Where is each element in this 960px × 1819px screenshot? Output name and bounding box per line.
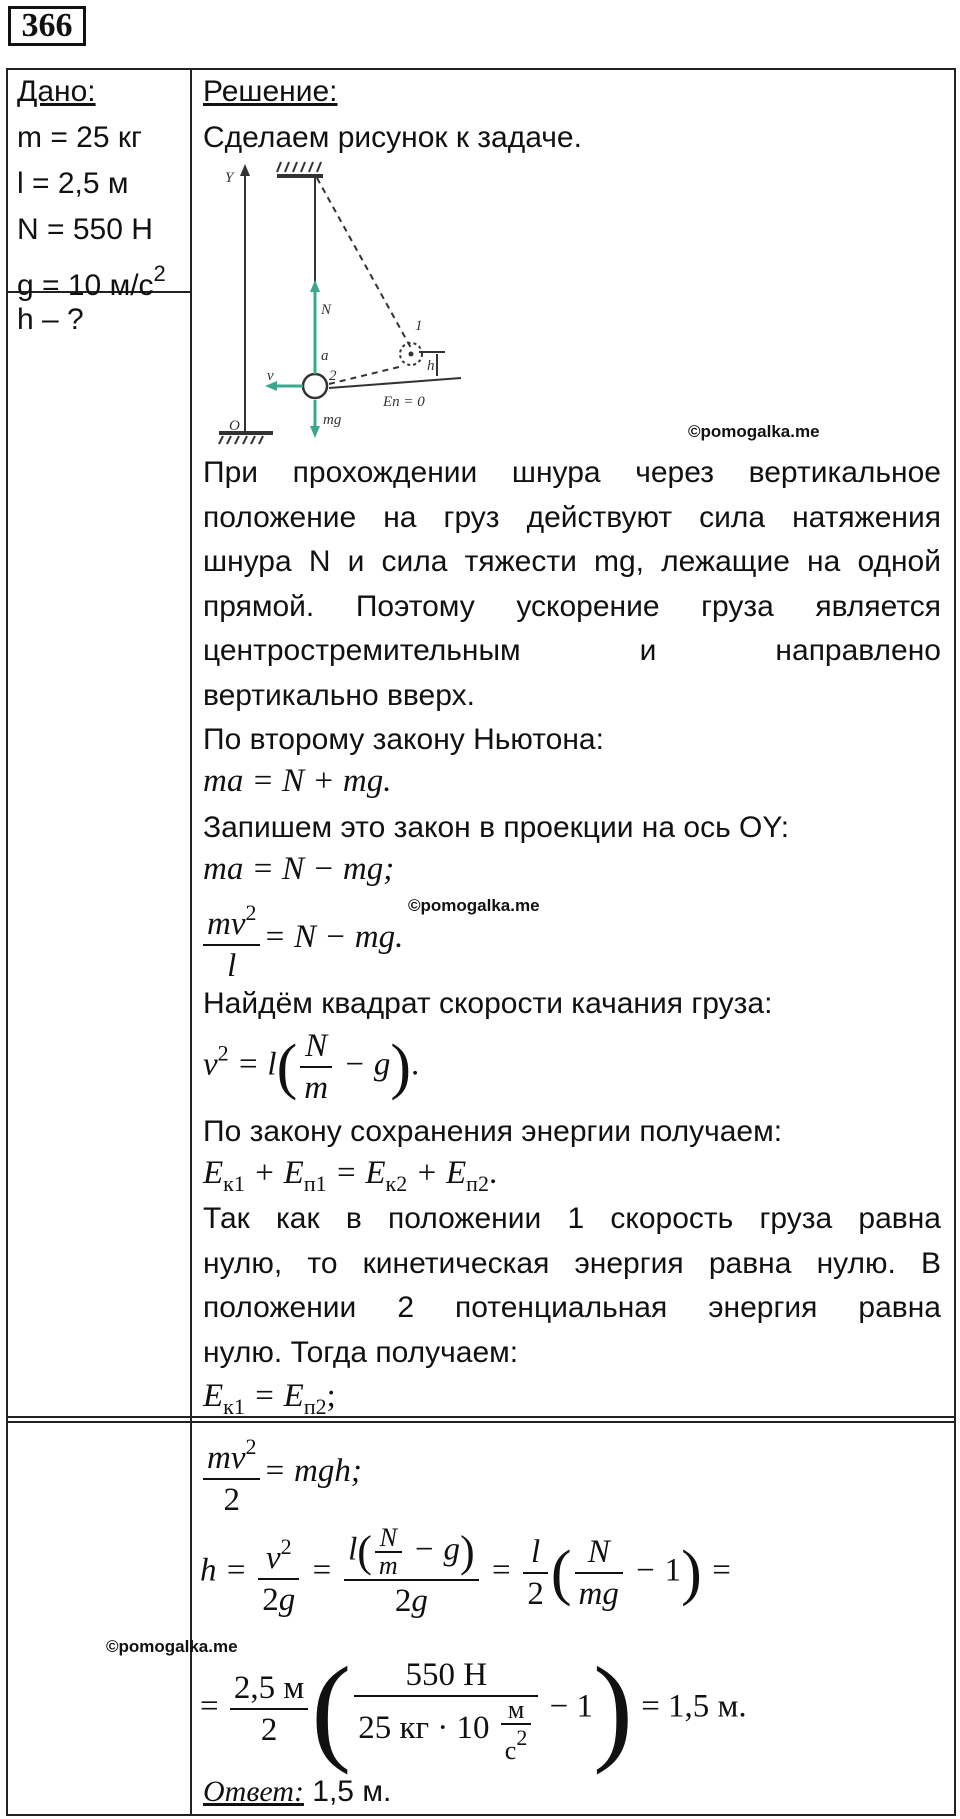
projection-text: Запишем это закон в проекции на ось OY: (203, 811, 790, 844)
equation-speed: $v^2 = l$( $\frac{N}{m}$ − g). (203, 1028, 420, 1106)
fig-h-label: h (427, 358, 435, 374)
paragraph-forces: При прохождении шнура через вертикальное положение на груз действуют сила натяжения шнура N и сила тяжести mg, лежащие на одной прямой. Поэтому ускорение груза является центростремительным и направлено вертикально вверх. (203, 456, 941, 712)
problem-number: 366 (8, 6, 86, 46)
fig-ep-label: Eп = 0 (383, 394, 425, 410)
watermark: ©pomogalka.me (688, 422, 820, 441)
pendulum-figure (205, 158, 475, 448)
intro-text: Сделаем рисунок к задаче. (203, 121, 582, 154)
equation-newton: ma = N + mg. (203, 763, 392, 799)
newton-text: По второму закону Ньютона: (203, 723, 604, 756)
answer-line: Ответ: 1,5 м. (203, 1775, 392, 1808)
given-tension: N = 550 Н (17, 213, 153, 246)
paragraph-positions: Так как в положении 1 скорость груза равна нулю, то кинетическая энергия равна нулю. В положении 2 потенциальная энергия равна нулю. Тогда получаем: (203, 1202, 941, 1369)
fig-n-label: N (321, 302, 332, 318)
equation-h-formula: h = $\frac{v^2}{2g}$ = l( $\frac{N}{m}$ − g) 2g = $\frac{l}{2}$ ( $\frac{N}{mg}$ − 1) = (200, 1523, 733, 1619)
equation-energy-equal: $E_{к1} = E_{п2}$; (203, 1378, 336, 1419)
fig-pos2-label: 2 (329, 368, 337, 384)
energy-text: По закону сохранения энергии получаем: (203, 1115, 783, 1148)
equation-calculation: = $\frac{2,5 м}{2}$ ( 550 Н 25 кг · 10 $\frac{м}{с^2}$ − 1) = 1,5 м. (200, 1642, 747, 1775)
given-gravity: g = 10 $м/с^2$ (17, 261, 166, 302)
equation-projection: ma = N − mg; (203, 851, 395, 887)
fig-mg-label: mg (323, 412, 342, 428)
watermark: ©pomogalka.me (106, 1637, 238, 1656)
equation-mgh: $\frac{mv^2}{2}$ = mgh; (200, 1427, 362, 1520)
fig-y-label: Y (225, 170, 234, 186)
fig-o-label: O (229, 418, 240, 434)
speed-text: Найдём квадрат скорости качания груза: (203, 987, 773, 1020)
solution-heading: Решение: (203, 75, 338, 108)
equation-centripetal: $\frac{mv^2}{l}$ = N − mg. (200, 893, 403, 986)
watermark: ©pomogalka.me (408, 896, 540, 915)
given-length: l = 2,5 м (17, 167, 129, 200)
fig-pos1-label: 1 (415, 318, 423, 334)
find-height: h – ? (17, 303, 84, 336)
given-heading: Дано: (17, 75, 96, 108)
equation-energy: $E_{к1} + E_{п1} = E_{к2} + E_{п2}$. (203, 1155, 498, 1196)
fig-v-label: v (267, 368, 274, 384)
fig-a-label: a (321, 348, 329, 364)
given-mass: m = 25 кг (17, 121, 142, 154)
